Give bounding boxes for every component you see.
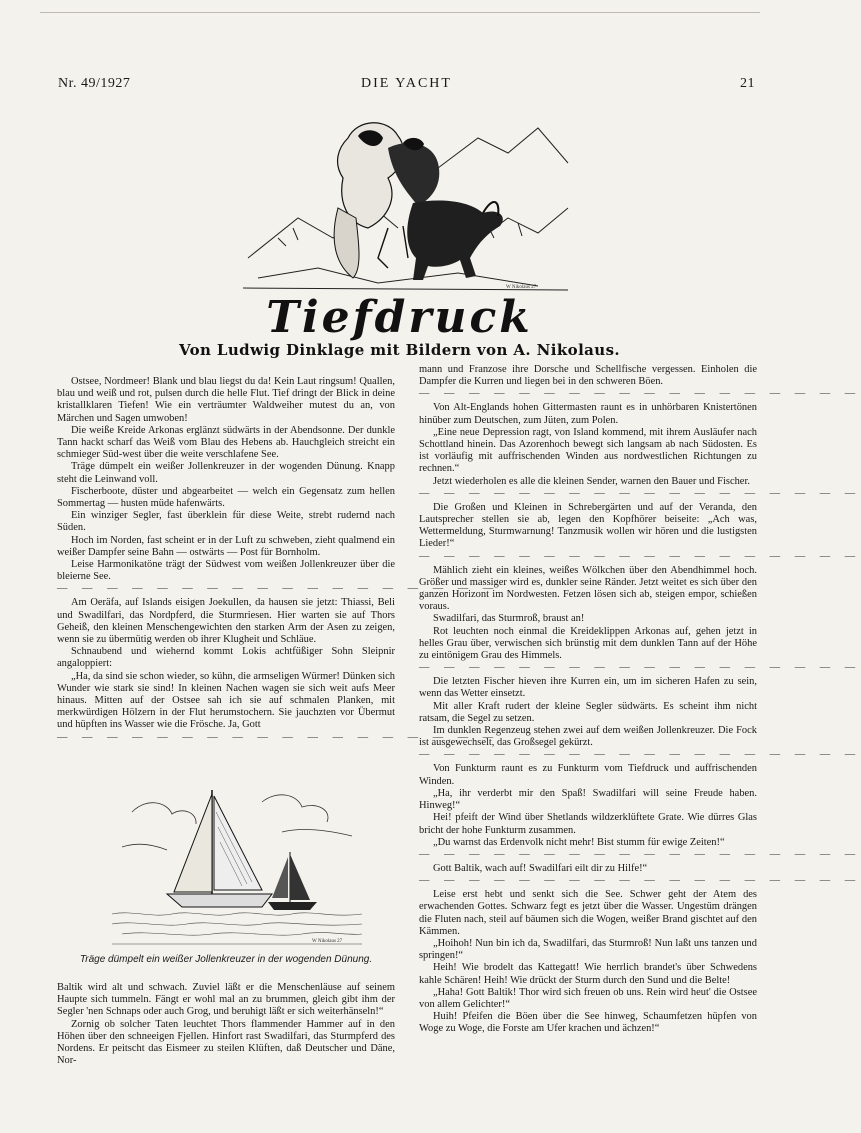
section-divider: — — — — — — — — — — — — — — — — — —: [419, 662, 861, 674]
riders: [334, 123, 503, 280]
article-title: Tiefdruck: [266, 292, 533, 343]
paragraph: Hoch im Norden, fast scheint er in der Luft zu schweben, zieht qualmend ein weißer Dampfer seine Bahn — ostwärts — Post für Bornholm.: [57, 534, 395, 558]
paragraph: Die weiße Kreide Arkonas erglänzt südwärts in der Abendsonne. Der dunkle Tann hackt scharf das Weiß vom Blau des Hebens ab. Hauchgleich streicht ein schmieger Süd-west über die weite verschlafene See.: [57, 424, 395, 461]
article-byline: Von Ludwig Dinklage mit Bildern von A. Nikolaus.: [178, 341, 621, 359]
boat-signature: W Nikolaus 27: [312, 939, 343, 944]
top-rule: [40, 12, 760, 13]
sailboat-illustration: [112, 772, 362, 948]
section-divider: — — — — — — — — — — — — — — — — — —: [57, 583, 500, 595]
paragraph: „Ha, ihr verderbt mir den Spaß! Swadilfari will seine Freude haben. Hinweg!“: [419, 787, 757, 812]
paragraph: Mählich zieht ein kleines, weißes Wölkchen über den Abendhimmel hoch. Größer und massiger wird es, dunkler seine Ränder. Jetzt weitet es sich über den ganzen Horizont im Nordwesten. Fetzen lösen sich ab, steigen empor, schießen voraus.: [419, 564, 757, 613]
paragraph: Zornig ob solcher Taten leuchtet Thors flammender Hammer auf in den Höhen über den schneeigen Fjellen. Hinfort rast Swadilfari, das Sturmpferd des Nordens. Er peitscht das Eismeer zu steilen Klüften, daß Deutscher und Däne, Nor-: [57, 1018, 395, 1067]
section-divider: — — — — — — — — — — — — — — — — — —: [419, 550, 861, 562]
paragraph: Leise erst hebt und senkt sich die See. Schwer geht der Atem des erwachenden Gottes. Schwarz fegt es jetzt über die Wasser. Ungestüm drängen die Fluten nach, steil auf bäumen sich die Wogen, weißer Brand gischtet auf den Kämmen.: [419, 889, 757, 937]
section-divider: — — — — — — — — — — — — — — — — — —: [419, 749, 861, 761]
paragraph: Heih! Wie brodelt das Kattegatt! Wie herrlich brandet's über Schwedens kahle Schären! Heih! Wie drückt der Sturm durch den Sund und die Belte!: [419, 962, 757, 986]
page-header: [58, 76, 755, 96]
paragraph: Ostsee, Nordmeer! Blank und blau liegst du da! Kein Laut ringsum! Quallen, blau und weiß und rot, pulsen durch die helle Flut. Tief dringt der Blick in deine kristallklaren Tiefen! Wie ein verträumter Waldweiher mutest du an, von Märchen und Sagen umwoben!: [57, 376, 395, 424]
main-sailboat: [167, 790, 272, 907]
paragraph: Die letzten Fischer hieven ihre Kurren ein, um im sicheren Hafen zu sein, wenn das Wetter einsetzt.: [419, 676, 757, 700]
left-column: [57, 376, 500, 746]
left-column-bottom: [57, 982, 395, 1067]
paragraph: Leise Harmonikatöne trägt der Südwest vom weißen Jollenkreuzer über die bleierne See.: [57, 559, 395, 583]
paragraph: Schnaubend und wiehernd kommt Lokis achtfüßiger Sohn Sleipnir angaloppiert:: [57, 646, 395, 670]
paragraph: Rot leuchten noch einmal die Kreideklippen Arkonas auf, gehen jetzt in helles Grau über, verwischen sich brünstig mit dem dunklen Tann auf der Höhe zu eintönigem Grau des Himmels.: [419, 625, 757, 662]
paragraph: „Hoihoh! Nun bin ich da, Swadilfari, das Sturmroß! Nun laßt uns tanzen und springen!“: [419, 937, 757, 962]
paragraph: „Haha! Gott Baltik! Thor wird sich freuen ob uns. Rein wird heut' die Ostsee von allem Gelichter!“: [419, 986, 757, 1010]
section-divider: — — — — — — — — — — — — — — — — — —: [419, 848, 861, 860]
section-divider: — — — — — — — — — — — — — — — — — —: [419, 388, 861, 400]
paragraph: „Ha, da sind sie schon wieder, so kühn, die armseligen Würmer! Dünken sich Wunder wie stark sie sind! In kleinen Nachen wagen sie sich weit aufs Meer hinaus. Mitten auf der Ostsee sah ich sie auf schmalen Planken, mit merkwürdigen Hölzern in der Flut herumstochern. Sie jauchzten vor Übermut und hüpften ins Wasser wie die Frösche. Ja, Gott: [57, 670, 395, 731]
paragraph: „Du warnst das Erdenvolk nicht mehr! Bist stumm für ewige Zeiten!“: [433, 836, 725, 848]
paragraph: „Eine neue Depression ragt, von Island kommend, mit ihrem Ausläufer nach Schottland hinein. Das Azorenhoch bewegt sich langsam ab nach Südosten. Es ist vorläufig mit auffrischenden Winden aus nordwestlichen Richtungen zu rechnen.“: [419, 426, 757, 475]
paragraph: Von Alt-Englands hohen Gittermasten raunt es in unhörbaren Knistertönen hinüber zum Deutschen, zum Jüten, zum Polen.: [419, 402, 757, 426]
paragraph: Jetzt wiederholen es alle die kleinen Sender, warnen den Bauer und Fischer.: [433, 475, 750, 487]
paragraph: Ein winziger Segler, fast überklein für diese Weite, strebt rudernd nach Süden.: [57, 510, 395, 534]
image-caption: Träge dümpelt ein weißer Jollenkreuzer in der wogenden Dünung.: [79, 954, 373, 965]
section-divider: — — — — — — — — — — — — — — — — — —: [419, 875, 861, 887]
paragraph: Fischerboote, düster und abgearbeitet — welch ein Gegensatz zum hellen Sommertag — husten müde hafenwärts.: [57, 485, 395, 510]
paragraph: Mit aller Kraft rudert der kleine Segler südwärts. Es scheint ihm nicht ratsam, die Segel zu setzen.: [419, 700, 757, 724]
paragraph: Die Großen und Kleinen in Schrebergärten und auf der Veranda, den Lautsprecher stellen sie ab, legen den Kopfhörer beiseite: „Ach was, Wettermeldung, Sturmwarnung! Tanzmusik wollen wir hören und die lustigsten Lieder!“: [419, 501, 757, 550]
illustration-signature: W Nikolaus 27: [506, 285, 537, 290]
storm-riders-illustration: [238, 108, 573, 298]
paragraph: Huih! Pfeifen die Böen über die See hinweg, Schaumfetzen hüpfen von Woge zu Woge, die Forste am Ufer krachen und ächzen!“: [419, 1011, 757, 1035]
magazine-title: DIE YACHT: [361, 76, 452, 91]
paragraph: Am Oeräfa, auf Islands eisigen Joekullen, da hausen sie jetzt: Thiassi, Beli und Swadilfari, das Nordpferd, die Sturmriesen. Hier warten sie auf Thors Geheiß, den kleinen Menschengewichten den starken Arm der Asen zu zeigen, wenn sie zu übermütig werden ob ihrer Klugheit und Schläue.: [57, 597, 395, 646]
paragraph: Swadilfari, das Sturmroß, braust an!: [433, 613, 585, 625]
paragraph: Baltik wird alt und schwach. Zuviel läßt er die Menschenläuse auf seinem Haupte sich tummeln. Fängt er wohl mal an zu brummen, gleich gibt ihm der Segler 'nen Schnaps oder auch Grog, und beruhigt läßt er sich weiterhänseln!“: [57, 982, 395, 1018]
paragraph: Gott Baltik, wach auf! Swadilfari eilt dir zu Hilfe!“: [433, 862, 648, 874]
issue-number: Nr. 49/1927: [58, 76, 131, 91]
paragraph: Träge dümpelt ein weißer Jollenkreuzer in der wogenden Dünung. Knapp steht die Leinwand voll.: [57, 461, 395, 485]
paragraph: Hei! pfeift der Wind über Shetlands wildzerklüftete Grate. Wie dürres Glas bricht der hohe Funkturm zusammen.: [419, 812, 757, 836]
page-number: 21: [740, 76, 755, 91]
paragraph: Von Funkturm raunt es zu Funkturm vom Tiefdruck und auffrischenden Winden.: [419, 763, 757, 787]
section-divider: — — — — — — — — — — — — — — — — — —: [57, 731, 500, 743]
paragraph: mann und Franzose ihre Dorsche und Schellfische vergessen. Einholen die Dampfer die Kurren und liegen bei in den schweren Böen.: [419, 364, 757, 388]
fishing-boat: [268, 852, 317, 910]
section-divider: — — — — — — — — — — — — — — — — — —: [419, 487, 861, 499]
right-column: [419, 364, 861, 1036]
paragraph: Im dunklen Regenzeug stehen zwei auf dem weißen Jollenkreuzer. Die Fock ist ausgewechselt, das Großsegel gekürzt.: [419, 725, 757, 749]
